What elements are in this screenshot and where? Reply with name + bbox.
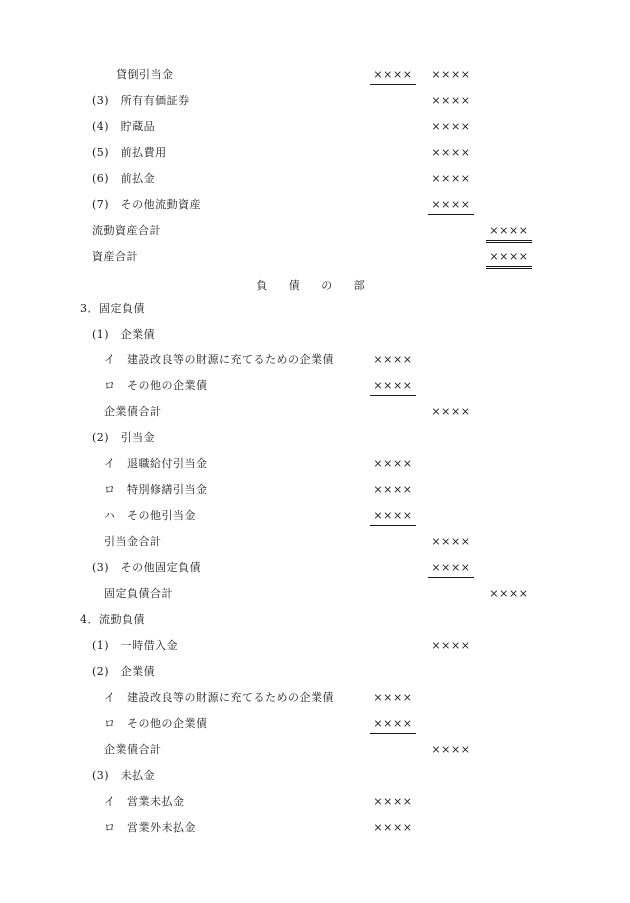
line-item-label: (4) 貯蔵品 <box>92 120 156 133</box>
line-item-label: 3．固定負債 <box>80 302 145 315</box>
line-item-label: ロ 営業外未払金 <box>104 821 196 834</box>
line-item-label: (5) 前払費用 <box>92 146 167 159</box>
line-item-label: 引当金合計 <box>104 535 162 548</box>
amount-placeholder: ×××× <box>428 559 474 578</box>
line-item <box>0 351 630 377</box>
line-item-label: 企業債合計 <box>104 743 162 756</box>
amount-placeholder: ×××× <box>431 146 471 159</box>
line-item <box>0 819 630 845</box>
section-heading <box>0 274 630 295</box>
line-item-label: (3) 未払金 <box>92 769 156 782</box>
amount-placeholder: ×××× <box>431 405 471 418</box>
amount-placeholder: ×××× <box>431 94 471 107</box>
line-item-label: (1) 一時借入金 <box>92 639 179 652</box>
amount-placeholder: ×××× <box>428 196 474 215</box>
amount-placeholder: ×××× <box>370 377 416 396</box>
line-item-label: (7) その他流動資産 <box>92 198 202 211</box>
line-item-label: 貸倒引当金 <box>116 68 174 81</box>
line-item-label: (3) その他固定負債 <box>92 561 202 574</box>
line-item <box>0 559 630 585</box>
line-item-label: ハ その他引当金 <box>104 509 196 522</box>
line-item-label: (6) 前払金 <box>92 172 156 185</box>
line-item <box>0 403 630 429</box>
line-item <box>0 507 630 533</box>
line-item-label: イ 建設改良等の財源に充てるための企業債 <box>104 691 334 704</box>
line-item <box>0 611 630 637</box>
amount-placeholder: ×××× <box>489 587 529 600</box>
line-item-label: イ 建設改良等の財源に充てるための企業債 <box>104 353 334 366</box>
line-item <box>0 118 630 144</box>
line-item <box>0 377 630 403</box>
amount-placeholder: ×××× <box>431 535 471 548</box>
line-item <box>0 533 630 559</box>
line-item <box>0 429 630 455</box>
line-item-label: ロ その他の企業債 <box>104 379 208 392</box>
line-item <box>0 66 630 92</box>
line-item <box>0 144 630 170</box>
line-item <box>0 663 630 689</box>
amount-placeholder: ×××× <box>373 795 413 808</box>
line-item-label: イ 退職給付引当金 <box>104 457 208 470</box>
line-item <box>0 455 630 481</box>
amount-placeholder: ×××× <box>373 821 413 834</box>
line-item <box>0 326 630 352</box>
amount-placeholder: ×××× <box>486 222 532 243</box>
line-item-label: 流動資産合計 <box>92 224 161 237</box>
line-item <box>0 637 630 663</box>
section-heading-text: 負 債 の 部 <box>256 279 374 292</box>
line-item <box>0 767 630 793</box>
line-item-label: (2) 引当金 <box>92 431 156 444</box>
line-item-label: (1) 企業債 <box>92 328 156 341</box>
line-item-label: 固定負債合計 <box>104 587 173 600</box>
amount-placeholder: ×××× <box>370 715 416 734</box>
amount-placeholder: ×××× <box>431 172 471 185</box>
line-item-label: (2) 企業債 <box>92 665 156 678</box>
line-item <box>0 741 630 767</box>
line-item <box>0 481 630 507</box>
amount-placeholder: ×××× <box>370 507 416 526</box>
amount-placeholder: ×××× <box>370 66 416 85</box>
line-item <box>0 170 630 196</box>
line-item <box>0 585 630 611</box>
line-item-label: イ 営業未払金 <box>104 795 185 808</box>
amount-placeholder: ×××× <box>373 353 413 366</box>
line-item-label: ロ 特別修繕引当金 <box>104 483 208 496</box>
amount-placeholder: ×××× <box>431 743 471 756</box>
amount-placeholder: ×××× <box>486 248 532 269</box>
line-item-label: 4．流動負債 <box>80 613 145 626</box>
line-item-label: ロ その他の企業債 <box>104 717 208 730</box>
amount-placeholder: ×××× <box>373 457 413 470</box>
line-item <box>0 196 630 222</box>
line-item <box>0 793 630 819</box>
amount-placeholder: ×××× <box>431 120 471 133</box>
amount-placeholder: ×××× <box>373 691 413 704</box>
line-item-label: 資産合計 <box>92 250 138 263</box>
line-item <box>0 92 630 118</box>
line-item <box>0 689 630 715</box>
amount-placeholder: ×××× <box>373 483 413 496</box>
line-item <box>0 300 630 326</box>
line-item-label: (3) 所有有価証券 <box>92 94 190 107</box>
line-item <box>0 248 630 274</box>
line-item <box>0 222 630 248</box>
line-item-label: 企業債合計 <box>104 405 162 418</box>
line-item <box>0 715 630 741</box>
amount-placeholder: ×××× <box>431 68 471 81</box>
amount-placeholder: ×××× <box>431 639 471 652</box>
